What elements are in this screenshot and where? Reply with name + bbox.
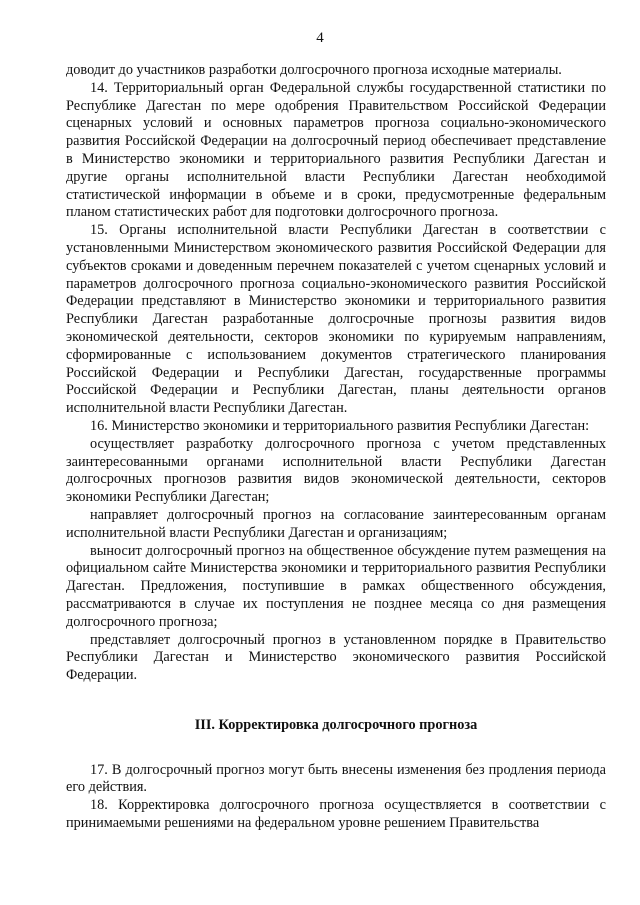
- paragraph-16-item-4: представляет долгосрочный прогноз в установленном порядке в Правительство Республики Дагестан и Министерство экономического развития Российской Федерации.: [66, 631, 606, 684]
- paragraph-14: 14. Территориальный орган Федеральной службы государственной статистики по Республике Дагестан по мере одобрения Правительством Российской Федерации сценарных условий и основных параметров прогноза социально-экономического развития Российской Федерации на долгосрочный период обеспечивает представление в Министерство экономики и территориального развития Республики Дагестан и другие органы исполнительной власти Республики Дагестан необходимой статистической информации в объеме и в сроки, предусмотренные федеральным планом статистических работ для подготовки долгосрочного прогноза.: [66, 79, 606, 221]
- paragraph-16-item-3: выносит долгосрочный прогноз на общественное обсуждение путем размещения на официальном сайте Министерства экономики и территориального развития Республики Дагестан. Предложения, поступившие в рамках общественного обсуждения, рассматриваются в случае их поступления не позднее месяца со дня размещения долгосрочного прогноза;: [66, 542, 606, 630]
- paragraph-16-item-1: осуществляет разработку долгосрочного прогноза с учетом представленных заинтересованными органами исполнительной власти Республики Дагестан долгосрочных прогнозов развития видов экономической деятельности, секторов экономики Республики Дагестан;: [66, 435, 606, 506]
- paragraph-continuation: доводит до участников разработки долгосрочного прогноза исходные материалы.: [66, 62, 562, 78]
- paragraph-16-item-2: направляет долгосрочный прогноз на согласование заинтересованным органам исполнительной власти Республики Дагестан и организациям;: [66, 506, 606, 541]
- page-number: 4: [316, 30, 324, 46]
- paragraph-17: 17. В долгосрочный прогноз могут быть внесены изменения без продления периода его действия.: [66, 761, 606, 796]
- section-heading: III. Корректировка долгосрочного прогноза: [194, 716, 478, 733]
- paragraph-18: 18. Корректировка долгосрочного прогноза осуществляется в соответствии с принимаемыми решениями на федеральном уровне решением Правительства: [66, 797, 606, 832]
- paragraph-15: 15. Органы исполнительной власти Республики Дагестан в соответствии с установленными Министерством экономического развития Российской Федерации для субъектов сроками и доведенным перечнем показателей с учетом сценарных условий и параметров долгосрочного прогноза социально-экономического развития Российской Федерации представляют в Министерство экономики и территориального развития Республики Дагестан разработанные долгосрочные прогнозы развития видов экономической деятельности, секторов экономики по курируемым направлениям, сформированные с использованием документов стратегического планирования Российской Федерации и Республики Дагестан, государственные программы Российской Федерации и Республики Дагестан, планы деятельности органов исполнительной власти Республики Дагестан.: [66, 222, 606, 417]
- paragraph-16: 16. Министерство экономики и территориального развития Республики Дагестан:: [90, 417, 590, 434]
- document-body: [66, 62, 606, 833]
